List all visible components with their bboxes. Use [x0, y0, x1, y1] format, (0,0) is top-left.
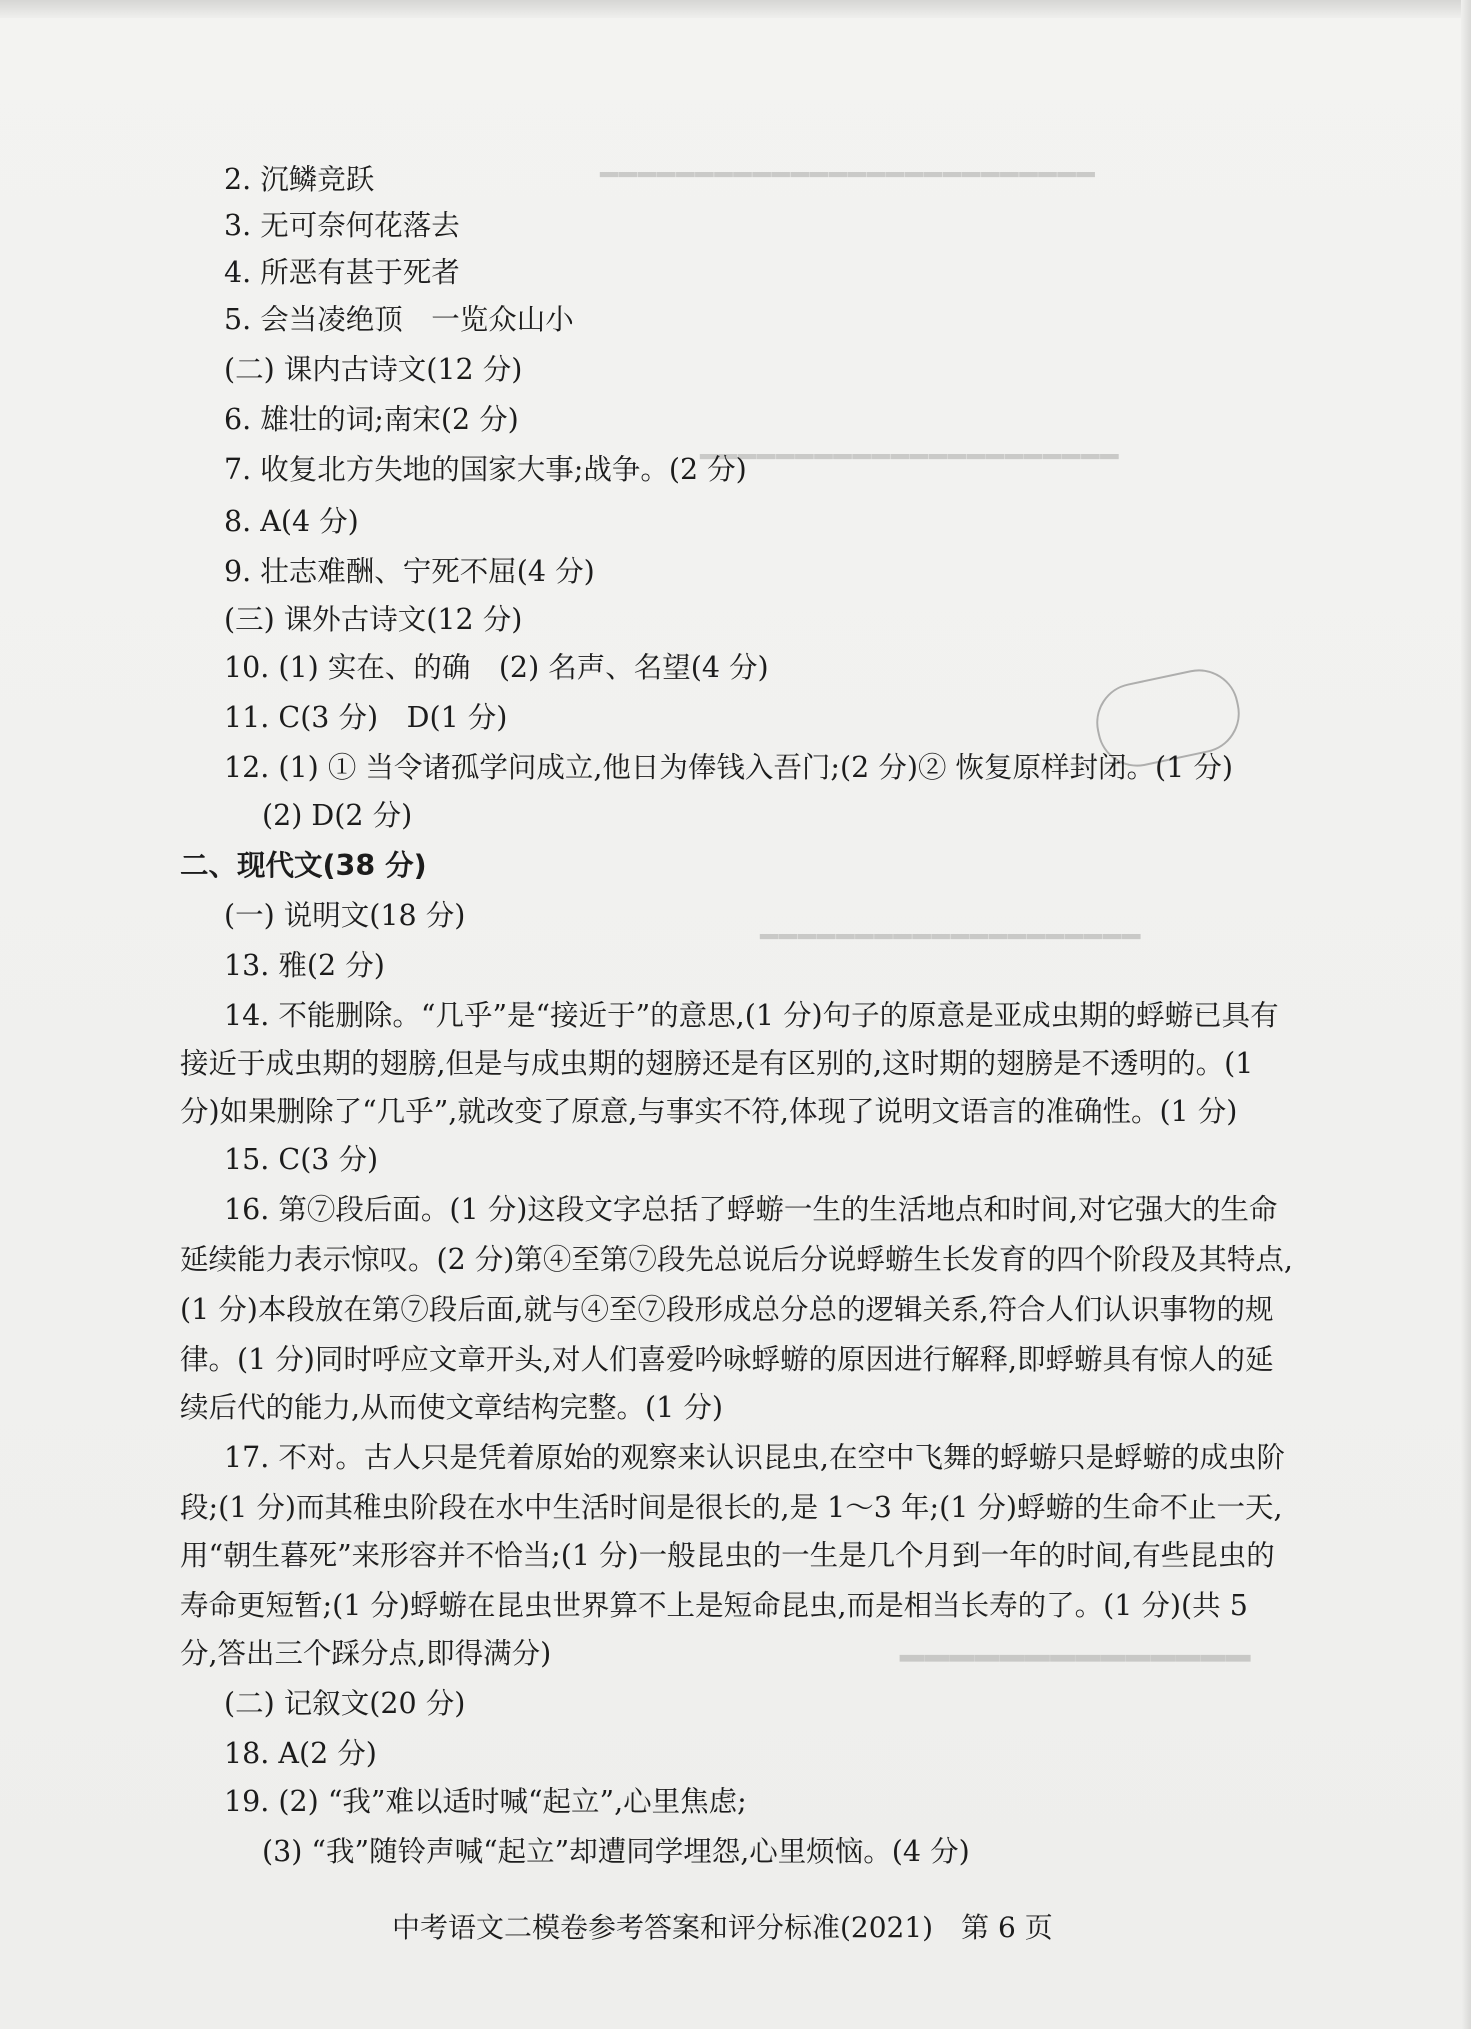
answer-line: (3) “我”随铃声喊“起立”却遭同学埋怨,心里烦恼。(4 分): [262, 1835, 970, 1868]
section-heading: (一) 说明文(18 分): [224, 899, 466, 932]
answer-line: 19. (2) “我”难以适时喊“起立”,心里焦虑;: [224, 1785, 747, 1818]
answer-line: (1 分)本段放在第⑦段后面,就与④至⑦段形成总分总的逻辑关系,符合人们认识事物的规: [180, 1293, 1274, 1326]
section-heading: (二) 记叙文(20 分): [224, 1687, 466, 1720]
answer-line: 9. 壮志难酬、宁死不屈(4 分): [224, 555, 595, 588]
bleed-through-texture: ━━━━━━━━━━━━━━━━━━━━━━━━━━: [600, 158, 1096, 193]
answer-line: 6. 雄壮的词;南宋(2 分): [224, 403, 519, 436]
bleed-through-texture: ━━━━━━━━━━━━━━: [900, 1636, 1252, 1682]
answer-line: 延续能力表示惊叹。(2 分)第④至第⑦段先总说后分说蜉蝣生长发育的四个阶段及其特点,: [180, 1243, 1293, 1276]
page-edge-shadow: [1461, 0, 1471, 2029]
page-top-shadow: [0, 0, 1471, 18]
answer-line: 8. A(4 分): [224, 505, 359, 538]
answer-line: 续后代的能力,从而使文章结构完整。(1 分): [180, 1391, 723, 1424]
bleed-through-texture: ━━━━━━━━━━━━━━━━━━━━━━: [700, 440, 1120, 475]
answer-line: 5. 会当凌绝顶 一览众山小: [224, 303, 574, 336]
section-heading: (二) 课内古诗文(12 分): [224, 353, 523, 386]
answer-line: 18. A(2 分): [224, 1737, 377, 1770]
answer-line: 17. 不对。古人只是凭着原始的观察来认识昆虫,在空中飞舞的蜉蝣只是蜉蝣的成虫阶: [224, 1441, 1285, 1474]
answer-line: 7. 收复北方失地的国家大事;战争。(2 分): [224, 453, 747, 486]
answer-line: 11. C(3 分) D(1 分): [224, 701, 508, 734]
answer-line: 16. 第⑦段后面。(1 分)这段文字总括了蜉蝣一生的生活地点和时间,对它强大的生命: [224, 1193, 1278, 1226]
answer-line: 4. 所恶有甚于死者: [224, 256, 460, 289]
page-footer: 中考语文二模卷参考答案和评分标准(2021) 第 6 页: [392, 1911, 1053, 1944]
answer-line: 3. 无可奈何花落去: [224, 209, 460, 242]
section-heading: (三) 课外古诗文(12 分): [224, 603, 523, 636]
answer-line: 13. 雅(2 分): [224, 949, 385, 982]
answer-line: 分,答出三个踩分点,即得满分): [180, 1637, 552, 1670]
answer-line: 2. 沉鳞竞跃: [224, 163, 375, 196]
answer-line: 12. (1) ① 当令诸孤学问成立,他日为俸钱入吾门;(2 分)② 恢复原样封闭。(1 分): [224, 751, 1233, 784]
answer-line: 10. (1) 实在、的确 (2) 名声、名望(4 分): [224, 651, 769, 684]
answer-line: 段;(1 分)而其稚虫阶段在水中生活时间是很长的,是 1～3 年;(1 分)蜉蝣的生命不止一天,: [180, 1491, 1283, 1524]
answer-line: 14. 不能删除。“几乎”是“接近于”的意思,(1 分)句子的原意是亚成虫期的蜉蝣已具有: [224, 999, 1279, 1032]
answer-line: 接近于成虫期的翅膀,但是与成虫期的翅膀还是有区别的,这时期的翅膀是不透明的。(1: [180, 1047, 1254, 1080]
bleed-through-texture: ━━━━━━━━━━━━━━━━━━━━: [760, 920, 1142, 955]
part-heading: 二、现代文(38 分): [180, 849, 427, 882]
answer-line: 分)如果删除了“几乎”,就改变了原意,与事实不符,体现了说明文语言的准确性。(1 分): [180, 1095, 1238, 1128]
answer-line: 用“朝生暮死”来形容并不恰当;(1 分)一般昆虫的一生是几个月到一年的时间,有些昆虫的: [180, 1539, 1275, 1572]
answer-line: 15. C(3 分): [224, 1143, 379, 1176]
answer-line: 律。(1 分)同时呼应文章开头,对人们喜爱吟咏蜉蝣的原因进行解释,即蜉蝣具有惊人的延: [180, 1343, 1274, 1376]
answer-line: 寿命更短暂;(1 分)蜉蝣在昆虫世界算不上是短命昆虫,而是相当长寿的了。(1 分)(共 5: [180, 1589, 1248, 1622]
answer-line: (2) D(2 分): [262, 799, 413, 832]
